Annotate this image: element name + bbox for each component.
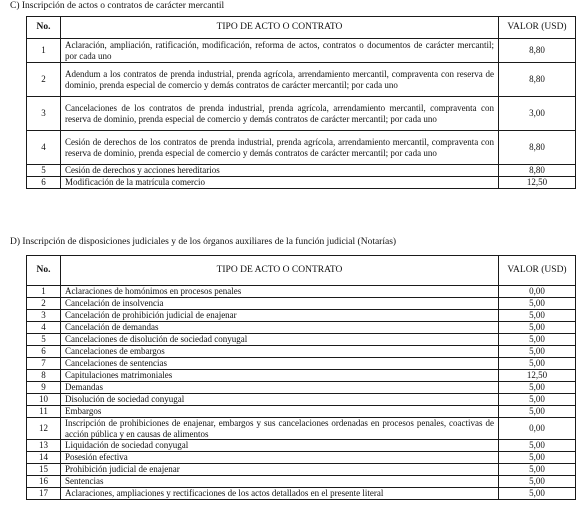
column-header-value: VALOR (USD)	[499, 17, 576, 39]
row-description: Inscripción de prohibiciones de enajenar, embargos y sus cancelaciones ordenadas en procesos penales, coactivas de acción pública y en causas de alimentos	[61, 418, 499, 440]
row-number: 5	[27, 165, 61, 177]
row-number: 7	[27, 358, 61, 370]
table-row	[27, 370, 576, 382]
row-value: 5,00	[499, 452, 576, 464]
row-value: 5,00	[499, 358, 576, 370]
row-value: 5,00	[499, 310, 576, 322]
table-row	[27, 177, 576, 189]
column-header-type: TIPO DE ACTO O CONTRATO	[61, 17, 499, 39]
row-number: 10	[27, 394, 61, 406]
row-value: 5,00	[499, 334, 576, 346]
row-number: 3	[27, 97, 61, 131]
row-number: 1	[27, 286, 61, 298]
row-description: Posesión efectiva	[61, 452, 499, 464]
row-description: Adendum a los contratos de prenda industrial, prenda agrícola, arrendamiento mercantil, compraventa con reserva de dominio, prenda especial de comercio y demás contratos de carácter mercantil; por cada uno	[61, 63, 499, 97]
table-row	[27, 39, 576, 63]
table-row	[27, 165, 576, 177]
row-number: 11	[27, 406, 61, 418]
row-number: 4	[27, 131, 61, 165]
row-description: Liquidación de sociedad conyugal	[61, 440, 499, 452]
section-c-heading: C) Inscripción de actos o contratos de carácter mercantil	[10, 1, 225, 11]
row-description: Prohibición judicial de enajenar	[61, 464, 499, 476]
row-description: Cancelaciones de embargos	[61, 346, 499, 358]
row-description: Aclaración, ampliación, ratificación, modificación, reforma de actos, contratos o documentos de carácter mercantil; por cada uno	[61, 39, 499, 63]
table-row	[27, 464, 576, 476]
row-description: Aclaraciones de homónimos en procesos penales	[61, 286, 499, 298]
table-row	[27, 476, 576, 488]
table-row	[27, 334, 576, 346]
row-value: 5,00	[499, 382, 576, 394]
row-value: 8,80	[499, 63, 576, 97]
table-row	[27, 488, 576, 500]
table-row	[27, 63, 576, 97]
row-description: Demandas	[61, 382, 499, 394]
row-number: 9	[27, 382, 61, 394]
row-value: 8,80	[499, 165, 576, 177]
column-header-value: VALOR (USD)	[499, 256, 576, 286]
row-value: 5,00	[499, 440, 576, 452]
row-description: Cesión de derechos de los contratos de prenda industrial, prenda agrícola, arrendamiento mercantil, compraventa con reserva de dominio, prenda especial de comercio y demás contratos de carácter mercantil; por cada uno	[61, 131, 499, 165]
table-row	[27, 310, 576, 322]
row-description: Cancelaciones de sentencias	[61, 358, 499, 370]
row-value: 5,00	[499, 406, 576, 418]
section-d-heading: D) Inscripción de disposiciones judiciales y de los órganos auxiliares de la función judicial (Notarías)	[10, 237, 397, 247]
row-value: 5,00	[499, 298, 576, 310]
row-value: 5,00	[499, 322, 576, 334]
table-row	[27, 382, 576, 394]
row-number: 5	[27, 334, 61, 346]
row-description: Cancelaciones de los contratos de prenda industrial, prenda agrícola, arrendamiento mercantil, compraventa con reserva de dominio, prenda especial de comercio y demás contratos de carácter mercantil; por cada uno	[61, 97, 499, 131]
row-description: Cancelación de prohibición judicial de enajenar	[61, 310, 499, 322]
row-value: 5,00	[499, 346, 576, 358]
row-number: 3	[27, 310, 61, 322]
row-number: 17	[27, 488, 61, 500]
table-row	[27, 394, 576, 406]
table-row	[27, 406, 576, 418]
row-number: 4	[27, 322, 61, 334]
row-number: 6	[27, 346, 61, 358]
table-row	[27, 97, 576, 131]
table-row	[27, 358, 576, 370]
row-description: Modificación de la matrícula comercio	[61, 177, 499, 189]
row-description: Disolución de sociedad conyugal	[61, 394, 499, 406]
table-row	[27, 286, 576, 298]
row-number: 13	[27, 440, 61, 452]
row-value: 5,00	[499, 394, 576, 406]
column-header-no: No.	[27, 17, 61, 39]
row-value: 8,80	[499, 131, 576, 165]
row-description: Sentencias	[61, 476, 499, 488]
row-value: 12,50	[499, 370, 576, 382]
row-number: 15	[27, 464, 61, 476]
table-row	[27, 298, 576, 310]
row-value: 0,00	[499, 418, 576, 440]
row-number: 2	[27, 63, 61, 97]
table-row	[27, 322, 576, 334]
table-row	[27, 452, 576, 464]
row-value: 5,00	[499, 476, 576, 488]
row-description: Cesión de derechos y acciones hereditarios	[61, 165, 499, 177]
row-number: 12	[27, 418, 61, 440]
row-number: 1	[27, 39, 61, 63]
row-value: 0,00	[499, 286, 576, 298]
table-row	[27, 131, 576, 165]
row-description: Cancelaciones de disolución de sociedad conyugal	[61, 334, 499, 346]
row-description: Cancelación de insolvencia	[61, 298, 499, 310]
row-description: Aclaraciones, ampliaciones y rectificaciones de los actos detallados en el presente literal	[61, 488, 499, 500]
row-description: Cancelación de demandas	[61, 322, 499, 334]
column-header-type: TIPO DE ACTO O CONTRATO	[61, 256, 499, 286]
row-value: 8,80	[499, 39, 576, 63]
table-row	[27, 440, 576, 452]
fees-table-section-d	[26, 255, 576, 500]
row-description: Capitulaciones matrimoniales	[61, 370, 499, 382]
row-number: 16	[27, 476, 61, 488]
column-header-no: No.	[27, 256, 61, 286]
row-value: 12,50	[499, 177, 576, 189]
fees-table-section-c	[26, 16, 576, 189]
row-value: 5,00	[499, 464, 576, 476]
row-number: 8	[27, 370, 61, 382]
table-row	[27, 418, 576, 440]
row-number: 6	[27, 177, 61, 189]
row-value: 5,00	[499, 488, 576, 500]
table-row	[27, 346, 576, 358]
row-number: 2	[27, 298, 61, 310]
row-description: Embargos	[61, 406, 499, 418]
row-number: 14	[27, 452, 61, 464]
row-value: 3,00	[499, 97, 576, 131]
